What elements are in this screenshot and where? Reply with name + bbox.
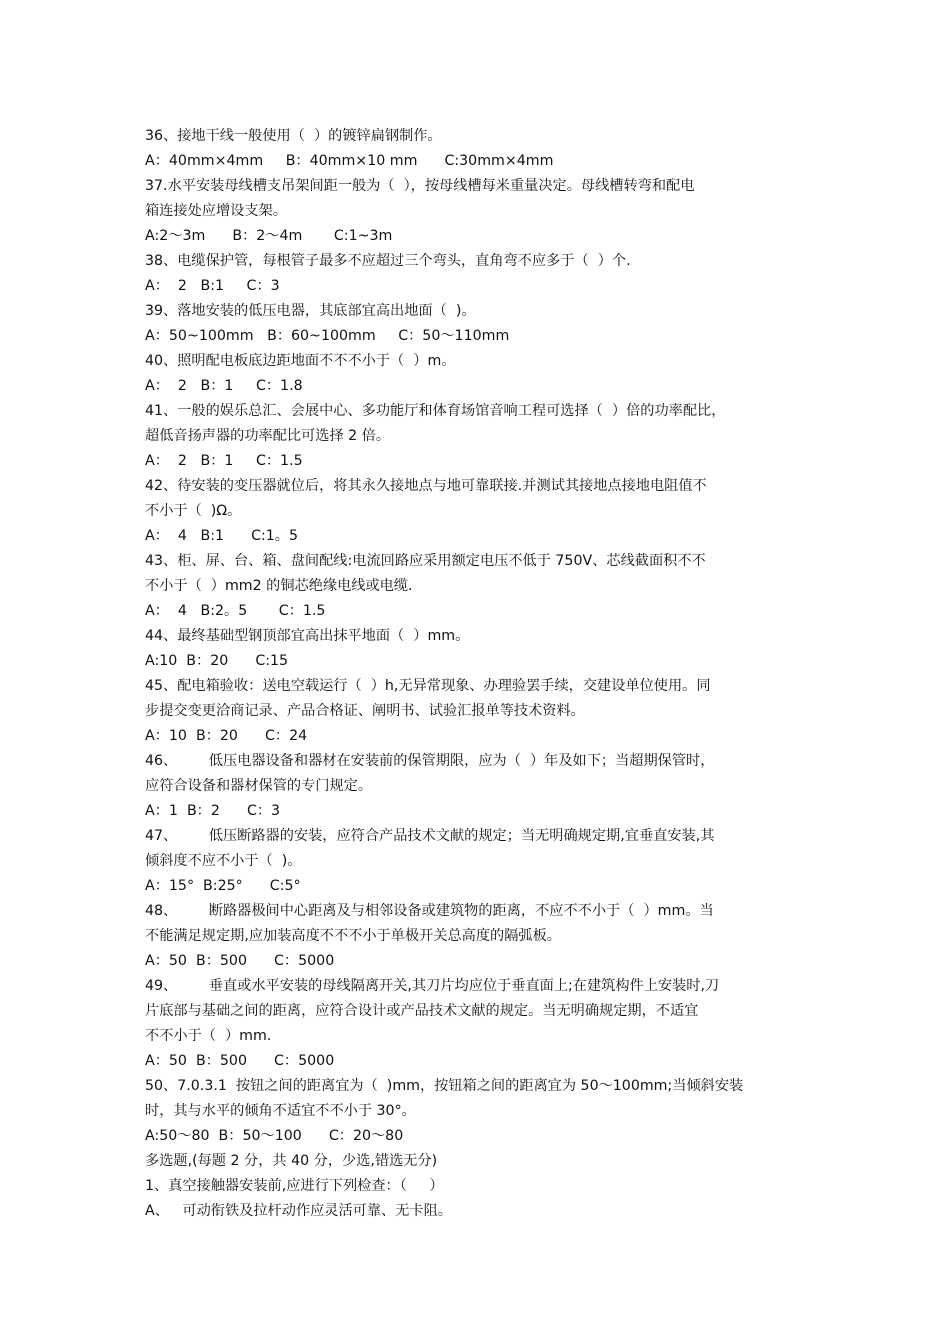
question-36-text: 36、接地干线一般使用（ ）的镀锌扁钢制作。 xyxy=(145,128,442,144)
question-48-options: A：50 B：500 C：5000 xyxy=(145,953,335,969)
question-49-text-cont-2: 不不小于（ ）mm. xyxy=(145,1028,272,1044)
question-47-options: A：15° B:25° C:5° xyxy=(145,878,301,894)
question-44-options: A:10 B：20 C:15 xyxy=(145,653,289,669)
question-46-options: A：1 B：2 C：3 xyxy=(145,803,281,819)
question-47-text-cont: 倾斜度不应不小于（ )。 xyxy=(145,853,302,869)
question-46-text-cont: 应符合设备和器材保管的专门规定。 xyxy=(145,778,373,794)
question-39-text: 39、落地安装的低压电器，其底部宜高出地面（ )。 xyxy=(145,303,476,319)
question-50-text-cont: 时，其与水平的倾角不适宜不不小于 30°。 xyxy=(145,1103,416,1119)
question-45-text-cont: 步提交变更洽商记录、产品合格证、阐明书、试验汇报单等技术资料。 xyxy=(145,703,585,719)
question-44-text: 44、最终基础型钢顶部宜高出抹平地面（ ）mm。 xyxy=(145,628,470,644)
question-40-text: 40、照明配电板底边距地面不不不小于（ ）m。 xyxy=(145,353,456,369)
question-45-text: 45、配电箱验收：送电空载运行（ ）h,无异常现象、办理验罢手续，交建设单位使用。同 xyxy=(145,678,711,694)
question-41-text-cont: 超低音扬声器的功率配比可选择 2 倍。 xyxy=(145,428,391,444)
question-42-text: 42、待安装的变压器就位后，将其永久接地点与地可靠联接.并测试其接地点接地电阻值不 xyxy=(145,478,707,494)
question-40-options: A： 2 B：1 C：1.8 xyxy=(145,378,303,394)
question-42-text-cont: 不小于（ )Ω。 xyxy=(145,503,242,519)
question-50-options: A:50～80 B：50～100 C：20～80 xyxy=(145,1128,404,1144)
question-41-options: A： 2 B：1 C：1.5 xyxy=(145,453,303,469)
question-45-options: A：10 B：20 C：24 xyxy=(145,728,308,744)
document-body xyxy=(145,124,817,1224)
mc-question-1-option-a: A、 可动衔铁及拉杆动作应灵活可靠、无卡阻。 xyxy=(145,1203,452,1219)
section-heading-multiple-choice: 多选题,(每题 2 分，共 40 分，少选,错选无分) xyxy=(145,1153,438,1169)
question-46-text: 46、 低压电器设备和器材在安装前的保管期限，应为（ ）年及如下；当超期保管时， xyxy=(145,753,715,769)
question-47-text: 47、 低压断路器的安装，应符合产品技术文献的规定；当无明确规定期,宜垂直安装,其 xyxy=(145,828,715,844)
question-50-text: 50、7.0.3.1 按钮之间的距离宜为（ )mm，按钮箱之间的距离宜为 50～100mm;当倾斜安装 xyxy=(145,1078,744,1094)
question-39-options: A：50~100mm B：60~100mm C：50～110mm xyxy=(145,328,510,344)
question-43-text: 43、柜、屏、台、箱、盘间配线:电流回路应采用额定电压不低于 750V、芯线截面积不不 xyxy=(145,553,706,569)
question-49-text-cont: 片底部与基础之间的距离，应符合设计或产品技术文献的规定。当无明确规定期，不适宜 xyxy=(145,1003,699,1019)
question-42-options: A： 4 B:1 C:1。5 xyxy=(145,528,298,544)
question-49-options: A：50 B：500 C：5000 xyxy=(145,1053,335,1069)
question-49-text: 49、 垂直或水平安装的母线隔离开关,其刀片均应位于垂直面上;在建筑构件上安装时,刀 xyxy=(145,978,720,994)
question-41-text: 41、一般的娱乐总汇、会展中心、多功能厅和体育场馆音响工程可选择（ ）倍的功率配比， xyxy=(145,403,726,419)
question-48-text: 48、 断路器极间中心距离及与相邻设备或建筑物的距离，不应不不小于（ ）mm。当 xyxy=(145,903,714,919)
question-37-text-cont: 箱连接处应增设支架。 xyxy=(145,203,287,219)
question-43-text-cont: 不小于（ ）mm2 的铜芯绝缘电线或电缆. xyxy=(145,578,413,594)
question-43-options: A： 4 B:2。5 C：1.5 xyxy=(145,603,326,619)
mc-question-1-text: 1、真空接触器安装前,应进行下列检查：（ ） xyxy=(145,1178,444,1194)
question-37-options: A:2～3m B：2～4m C:1~3m xyxy=(145,228,393,244)
question-48-text-cont: 不能满足规定期,应加装高度不不不小于单极开关总高度的隔弧板。 xyxy=(145,928,561,944)
question-36-options: A：40mm×4mm B：40mm×10 mm C:30mm×4mm xyxy=(145,153,554,169)
question-38-options: A： 2 B:1 C：3 xyxy=(145,278,280,294)
question-38-text: 38、电缆保护管，每根管子最多不应超过三个弯头，直角弯不应多于（ ）个. xyxy=(145,253,631,269)
question-37-text: 37.水平安装母线槽支吊架间距一般为（ ），按母线槽每米重量决定。母线槽转弯和配电 xyxy=(145,178,695,194)
